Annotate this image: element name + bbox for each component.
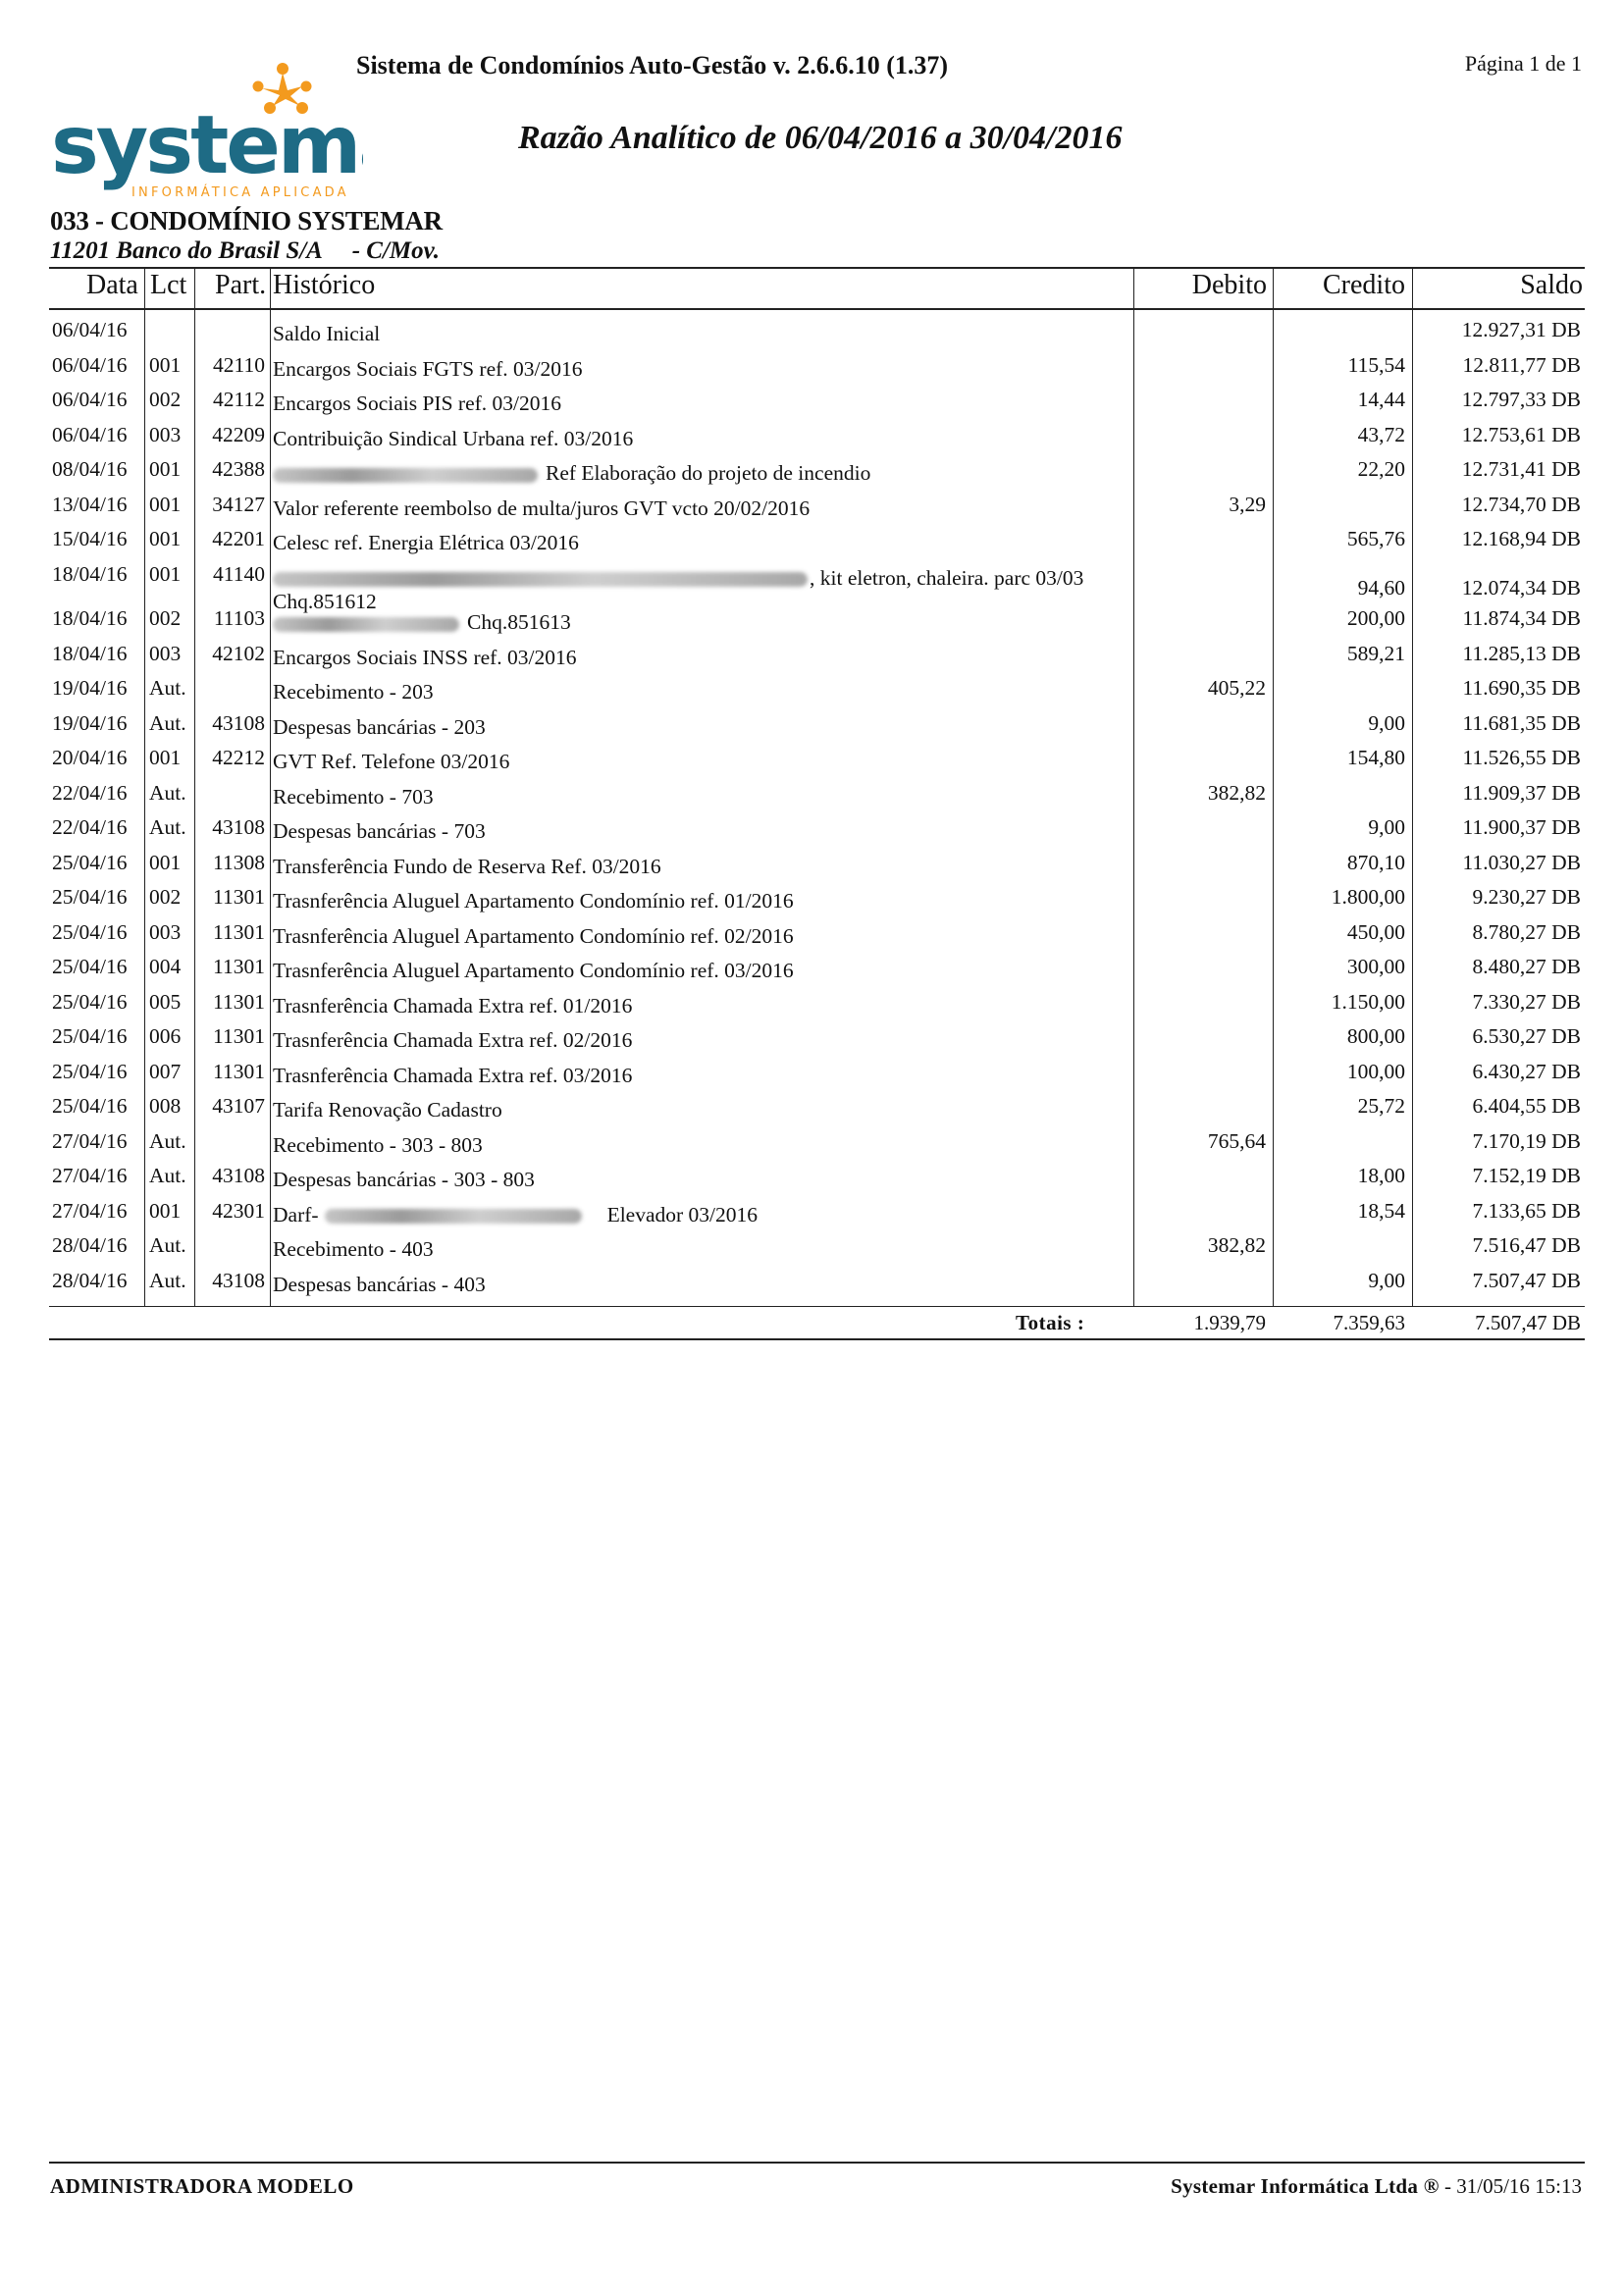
cell-historico bbox=[273, 750, 509, 774]
cell-date: 25/04/16 bbox=[52, 1059, 128, 1083]
col-header-part: Part. bbox=[215, 270, 267, 300]
table-row bbox=[0, 636, 1624, 671]
cell-part: 42209 bbox=[212, 422, 265, 446]
historico-text: Trasnferência Chamada Extra ref. 03/2016 bbox=[273, 1063, 633, 1087]
cell-lct: 002 bbox=[149, 606, 182, 630]
header-bottom-rule bbox=[49, 308, 1585, 310]
cell-saldo: 11.681,35 DB bbox=[1462, 710, 1581, 735]
cell-lct: Aut. bbox=[149, 1164, 186, 1187]
cell-saldo: 7.170,19 DB bbox=[1472, 1128, 1581, 1153]
cell-part: 42301 bbox=[212, 1198, 265, 1223]
body-bottom-rule bbox=[49, 1306, 1585, 1307]
cell-saldo: 7.133,65 DB bbox=[1472, 1198, 1581, 1223]
cell-date: 22/04/16 bbox=[52, 815, 128, 839]
cell-credito: 25,72 bbox=[1357, 1094, 1405, 1118]
table-row bbox=[0, 451, 1624, 487]
cell-saldo: 7.507,47 DB bbox=[1472, 1268, 1581, 1292]
cell-date: 13/04/16 bbox=[52, 492, 128, 516]
historico-text: Tarifa Renovação Cadastro bbox=[273, 1098, 502, 1122]
totals-credito: 7.359,63 bbox=[1333, 1311, 1405, 1334]
table-row bbox=[0, 740, 1624, 775]
table-row bbox=[0, 949, 1624, 984]
cell-part: 11301 bbox=[213, 989, 265, 1014]
cell-credito: 14,44 bbox=[1357, 388, 1405, 411]
cell-credito: 154,80 bbox=[1346, 746, 1405, 769]
historico-text: , kit eletron, chaleira. parc 03/03 bbox=[810, 565, 1084, 590]
cell-date: 20/04/16 bbox=[52, 746, 128, 769]
totals-debito: 1.939,79 bbox=[1193, 1311, 1266, 1334]
cell-credito: 9,00 bbox=[1368, 815, 1405, 839]
cell-part: 11301 bbox=[213, 1059, 265, 1083]
historico-text: Valor referente reembolso de multa/juros GVT vcto 20/02/2016 bbox=[273, 496, 811, 520]
redacted-text bbox=[273, 617, 459, 632]
cell-date: 27/04/16 bbox=[52, 1128, 128, 1153]
table-row bbox=[0, 556, 1624, 613]
cell-historico bbox=[273, 785, 434, 809]
footer-credit bbox=[1171, 2174, 1582, 2199]
table-row bbox=[0, 845, 1624, 880]
cell-saldo: 8.480,27 DB bbox=[1472, 955, 1581, 978]
report-title: Razão Analítico de 06/04/2016 a 30/04/2016 bbox=[518, 120, 1123, 156]
cell-date: 28/04/16 bbox=[52, 1268, 128, 1292]
cell-credito: 9,00 bbox=[1368, 710, 1405, 735]
cell-lct: 006 bbox=[149, 1024, 182, 1048]
table-row bbox=[0, 312, 1624, 347]
cell-credito: 565,76 bbox=[1346, 527, 1405, 550]
footer-administrator: ADMINISTRADORA MODELO bbox=[50, 2174, 354, 2198]
cell-part: 43108 bbox=[212, 815, 265, 839]
cell-lct: 007 bbox=[149, 1059, 182, 1083]
cell-date: 06/04/16 bbox=[52, 422, 128, 446]
historico-text: Trasnferência Aluguel Apartamento Condomínio ref. 03/2016 bbox=[273, 959, 794, 982]
system-title: Sistema de Condomínios Auto-Gestão v. 2.6.6.10 (1.37) bbox=[356, 51, 949, 79]
historico-text-continued: Elevador 03/2016 bbox=[606, 1202, 759, 1226]
table-row bbox=[0, 1158, 1624, 1193]
totals-saldo: 7.507,47 DB bbox=[1475, 1311, 1581, 1334]
table-row bbox=[0, 347, 1624, 383]
redacted-text bbox=[273, 468, 538, 483]
account-name: 11201 Banco do Brasil S/A - C/Mov. bbox=[50, 237, 441, 264]
table-row bbox=[0, 1088, 1624, 1123]
cell-saldo: 6.530,27 DB bbox=[1472, 1024, 1581, 1048]
cell-saldo: 6.430,27 DB bbox=[1472, 1059, 1581, 1083]
historico-text: Despesas bancárias - 203 bbox=[273, 714, 486, 739]
historico-text: Encargos Sociais FGTS ref. 03/2016 bbox=[273, 356, 583, 381]
cell-saldo: 12.734,70 DB bbox=[1461, 492, 1581, 516]
cell-lct: 002 bbox=[149, 388, 182, 411]
cell-part: 42112 bbox=[213, 388, 265, 411]
cell-historico bbox=[273, 994, 632, 1018]
logo-wordmark: system bbox=[51, 99, 359, 192]
cell-part: 43107 bbox=[212, 1094, 265, 1118]
cell-credito: 43,72 bbox=[1357, 422, 1405, 446]
historico-text: Darf- bbox=[273, 1202, 319, 1226]
cell-lct: 004 bbox=[149, 955, 182, 978]
cell-saldo: 12.811,77 DB bbox=[1462, 352, 1581, 377]
cell-debito: 405,22 bbox=[1207, 676, 1266, 700]
historico-text: Recebimento - 703 bbox=[273, 784, 434, 809]
cell-debito: 382,82 bbox=[1207, 780, 1266, 805]
cell-saldo: 11.874,34 DB bbox=[1462, 606, 1581, 630]
cell-credito: 9,00 bbox=[1368, 1268, 1405, 1292]
cell-historico bbox=[273, 1168, 535, 1192]
cell-historico bbox=[273, 1028, 632, 1053]
logo-tagline: INFORMÁTICA APLICADA bbox=[131, 185, 349, 200]
cell-historico bbox=[273, 357, 583, 382]
cell-lct: 003 bbox=[149, 919, 182, 944]
cell-saldo: 6.404,55 DB bbox=[1472, 1094, 1581, 1118]
cell-lct: 001 bbox=[149, 746, 182, 769]
cell-lct: Aut. bbox=[149, 1128, 186, 1153]
cell-date: 19/04/16 bbox=[52, 676, 128, 700]
cell-saldo: 12.753,61 DB bbox=[1461, 422, 1581, 446]
cell-saldo: 11.285,13 DB bbox=[1462, 641, 1581, 665]
historico-text: Despesas bancárias - 703 bbox=[273, 819, 486, 843]
cell-lct: 008 bbox=[149, 1094, 182, 1118]
historico-text: Encargos Sociais PIS ref. 03/2016 bbox=[273, 391, 561, 415]
cell-debito: 382,82 bbox=[1207, 1233, 1266, 1257]
historico-text: Ref Elaboração do projeto de incendio bbox=[546, 461, 871, 485]
cell-date: 06/04/16 bbox=[52, 352, 128, 377]
historico-text: Celesc ref. Energia Elétrica 03/2016 bbox=[273, 531, 579, 554]
cell-saldo: 7.330,27 DB bbox=[1472, 989, 1581, 1014]
cell-credito: 800,00 bbox=[1346, 1024, 1405, 1048]
cell-lct: Aut. bbox=[149, 710, 186, 735]
footer-timestamp: - 31/05/16 15:13 bbox=[1439, 2174, 1582, 2198]
table-row bbox=[0, 1193, 1624, 1228]
cell-part: 34127 bbox=[212, 492, 265, 516]
table-top-rule bbox=[49, 267, 1585, 269]
col-header-data: Data bbox=[86, 270, 138, 300]
condominium-name: 033 - CONDOMÍNIO SYSTEMAR bbox=[50, 206, 443, 235]
footer-rule bbox=[49, 2162, 1585, 2164]
table-row bbox=[0, 1123, 1624, 1159]
cell-saldo: 12.927,31 DB bbox=[1461, 318, 1581, 341]
historico-text: Saldo Inicial bbox=[273, 322, 381, 345]
table-row bbox=[0, 705, 1624, 741]
historico-text: Despesas bancárias - 403 bbox=[273, 1272, 486, 1296]
table-row bbox=[0, 521, 1624, 556]
cell-historico bbox=[273, 855, 661, 879]
cell-historico bbox=[273, 1203, 758, 1227]
cell-date: 25/04/16 bbox=[52, 955, 128, 978]
cell-part: 43108 bbox=[212, 710, 265, 735]
historico-text: Trasnferência Aluguel Apartamento Condomínio ref. 01/2016 bbox=[273, 889, 794, 913]
cell-lct: Aut. bbox=[149, 676, 186, 700]
col-header-saldo: Saldo bbox=[1520, 270, 1583, 300]
cell-date: 18/04/16 bbox=[52, 606, 128, 630]
table-row bbox=[0, 1054, 1624, 1089]
historico-text: Transferência Fundo de Reserva Ref. 03/2016 bbox=[273, 854, 661, 878]
cell-date: 18/04/16 bbox=[52, 641, 128, 665]
cell-saldo: 11.690,35 DB bbox=[1462, 676, 1581, 700]
cell-lct: 001 bbox=[149, 352, 182, 377]
cell-saldo: 8.780,27 DB bbox=[1472, 919, 1581, 944]
cell-saldo: 12.731,41 DB bbox=[1461, 457, 1581, 481]
cell-historico bbox=[273, 461, 870, 486]
cell-part: 42110 bbox=[213, 352, 265, 377]
cell-lct: 001 bbox=[149, 561, 182, 586]
cell-historico bbox=[273, 959, 794, 983]
page-number: Página 1 de 1 bbox=[1464, 51, 1582, 76]
cell-historico bbox=[273, 566, 1083, 591]
historico-text: Despesas bancárias - 303 - 803 bbox=[273, 1168, 535, 1191]
table-row bbox=[0, 984, 1624, 1019]
cell-date: 18/04/16 bbox=[52, 561, 128, 586]
historico-text: Chq.851613 bbox=[467, 610, 571, 634]
table-row bbox=[0, 1018, 1624, 1054]
cell-date: 27/04/16 bbox=[52, 1164, 128, 1187]
table-row bbox=[0, 600, 1624, 636]
cell-credito: 18,54 bbox=[1357, 1198, 1405, 1223]
cell-lct: 001 bbox=[149, 492, 182, 516]
cell-lct: 001 bbox=[149, 527, 182, 550]
cell-credito: 22,20 bbox=[1357, 457, 1405, 481]
table-row bbox=[0, 1227, 1624, 1263]
cell-historico bbox=[273, 924, 794, 949]
col-header-debito: Debito bbox=[1191, 270, 1267, 300]
cell-saldo: 9.230,27 DB bbox=[1472, 885, 1581, 909]
cell-historico bbox=[273, 1133, 483, 1158]
table-row bbox=[0, 1263, 1624, 1298]
cell-lct: 001 bbox=[149, 1198, 182, 1223]
cell-historico bbox=[273, 889, 794, 913]
cell-credito: 115,54 bbox=[1347, 352, 1405, 377]
table-row bbox=[0, 914, 1624, 950]
cell-credito: 300,00 bbox=[1346, 955, 1405, 978]
cell-saldo: 11.030,27 DB bbox=[1462, 850, 1581, 874]
cell-historico bbox=[273, 1237, 434, 1262]
cell-date: 22/04/16 bbox=[52, 780, 128, 805]
footer-company: Systemar Informática Ltda ® bbox=[1171, 2174, 1440, 2198]
totals-label: Totais : bbox=[1016, 1311, 1085, 1334]
cell-historico bbox=[273, 680, 434, 704]
table-row bbox=[0, 775, 1624, 810]
cell-saldo: 7.152,19 DB bbox=[1472, 1164, 1581, 1187]
systemar-logo bbox=[49, 47, 363, 204]
cell-credito: 94,60 bbox=[1357, 575, 1405, 600]
cell-saldo: 12.168,94 DB bbox=[1461, 527, 1581, 550]
cell-date: 25/04/16 bbox=[52, 885, 128, 909]
cell-part: 41140 bbox=[213, 561, 265, 586]
historico-text: Trasnferência Aluguel Apartamento Condomínio ref. 02/2016 bbox=[273, 923, 794, 948]
cell-historico bbox=[273, 1273, 486, 1297]
table-row bbox=[0, 670, 1624, 705]
cell-date: 28/04/16 bbox=[52, 1233, 128, 1257]
cell-part: 42388 bbox=[212, 457, 265, 481]
cell-historico bbox=[273, 322, 380, 346]
historico-second-line: Chq.851612 bbox=[273, 589, 377, 613]
cell-lct: 002 bbox=[149, 885, 182, 909]
cell-historico bbox=[273, 715, 486, 740]
cell-historico bbox=[273, 610, 571, 635]
cell-historico bbox=[273, 1064, 632, 1088]
cell-date: 06/04/16 bbox=[52, 318, 128, 341]
cell-credito: 589,21 bbox=[1346, 641, 1405, 665]
cell-lct: 003 bbox=[149, 641, 182, 665]
cell-historico bbox=[273, 646, 577, 670]
cell-part: 11301 bbox=[213, 885, 265, 909]
cell-lct: Aut. bbox=[149, 815, 186, 839]
cell-date: 25/04/16 bbox=[52, 1094, 128, 1118]
cell-part: 11301 bbox=[213, 1024, 265, 1048]
col-header-credito: Credito bbox=[1323, 270, 1405, 300]
cell-credito: 870,10 bbox=[1346, 850, 1405, 874]
cell-date: 06/04/16 bbox=[52, 388, 128, 411]
historico-text: Recebimento - 403 bbox=[273, 1237, 434, 1261]
cell-lct: Aut. bbox=[149, 1233, 186, 1257]
cell-part: 43108 bbox=[212, 1164, 265, 1187]
cell-lct: 001 bbox=[149, 457, 182, 481]
cell-historico bbox=[273, 1098, 502, 1122]
cell-lct: Aut. bbox=[149, 1268, 186, 1292]
historico-text: Recebimento - 203 bbox=[273, 680, 434, 704]
systemar-logo-mark bbox=[49, 47, 363, 204]
cell-lct: 005 bbox=[149, 989, 182, 1014]
cell-part: 11103 bbox=[213, 606, 265, 630]
historico-text: Trasnferência Chamada Extra ref. 02/2016 bbox=[273, 1028, 633, 1052]
cell-saldo: 12.074,34 DB bbox=[1461, 575, 1581, 600]
cell-date: 27/04/16 bbox=[52, 1198, 128, 1223]
cell-credito: 18,00 bbox=[1357, 1164, 1405, 1187]
cell-credito: 1.150,00 bbox=[1331, 989, 1405, 1014]
cell-part: 42212 bbox=[212, 746, 265, 769]
cell-date: 25/04/16 bbox=[52, 1024, 128, 1048]
cell-credito: 100,00 bbox=[1346, 1059, 1405, 1083]
historico-text: Recebimento - 303 - 803 bbox=[273, 1132, 483, 1157]
cell-saldo: 11.909,37 DB bbox=[1462, 780, 1581, 805]
historico-text: GVT Ref. Telefone 03/2016 bbox=[273, 750, 510, 773]
redacted-text bbox=[273, 572, 808, 587]
table-row bbox=[0, 487, 1624, 522]
cell-lct: 003 bbox=[149, 422, 182, 446]
historico-text: Encargos Sociais INSS ref. 03/2016 bbox=[273, 645, 577, 669]
cell-lct: Aut. bbox=[149, 780, 186, 805]
cell-date: 19/04/16 bbox=[52, 710, 128, 735]
redacted-text bbox=[325, 1209, 582, 1224]
cell-date: 08/04/16 bbox=[52, 457, 128, 481]
cell-date: 25/04/16 bbox=[52, 850, 128, 874]
cell-credito: 1.800,00 bbox=[1331, 885, 1405, 909]
table-row bbox=[0, 809, 1624, 845]
cell-part: 42102 bbox=[212, 641, 265, 665]
cell-date: 25/04/16 bbox=[52, 989, 128, 1014]
cell-saldo: 11.900,37 DB bbox=[1462, 815, 1581, 839]
cell-debito: 3,29 bbox=[1229, 492, 1266, 516]
historico-text: Trasnferência Chamada Extra ref. 01/2016 bbox=[273, 993, 633, 1018]
cell-saldo: 12.797,33 DB bbox=[1461, 388, 1581, 411]
cell-historico bbox=[273, 391, 561, 416]
cell-debito: 765,64 bbox=[1207, 1128, 1266, 1153]
table-row bbox=[0, 382, 1624, 417]
cell-historico bbox=[273, 531, 579, 555]
cell-saldo: 11.526,55 DB bbox=[1462, 746, 1581, 769]
totals-bottom-rule bbox=[49, 1338, 1585, 1340]
col-header-lct: Lct bbox=[150, 270, 187, 300]
cell-lct: 001 bbox=[149, 850, 182, 874]
cell-part: 42201 bbox=[212, 527, 265, 550]
cell-saldo: 7.516,47 DB bbox=[1472, 1233, 1581, 1257]
cell-date: 15/04/16 bbox=[52, 527, 128, 550]
cell-credito: 450,00 bbox=[1346, 919, 1405, 944]
col-header-historico: Histórico bbox=[273, 270, 376, 300]
cell-credito: 200,00 bbox=[1346, 606, 1405, 630]
table-row bbox=[0, 417, 1624, 452]
table-row bbox=[0, 879, 1624, 914]
cell-part: 11301 bbox=[213, 955, 265, 978]
cell-historico bbox=[273, 496, 810, 521]
cell-part: 43108 bbox=[212, 1268, 265, 1292]
cell-historico bbox=[273, 427, 633, 451]
cell-part: 11301 bbox=[213, 919, 265, 944]
historico-text: Contribuição Sindical Urbana ref. 03/2016 bbox=[273, 426, 634, 450]
cell-part: 11308 bbox=[213, 850, 265, 874]
cell-date: 25/04/16 bbox=[52, 919, 128, 944]
cell-historico bbox=[273, 819, 486, 844]
